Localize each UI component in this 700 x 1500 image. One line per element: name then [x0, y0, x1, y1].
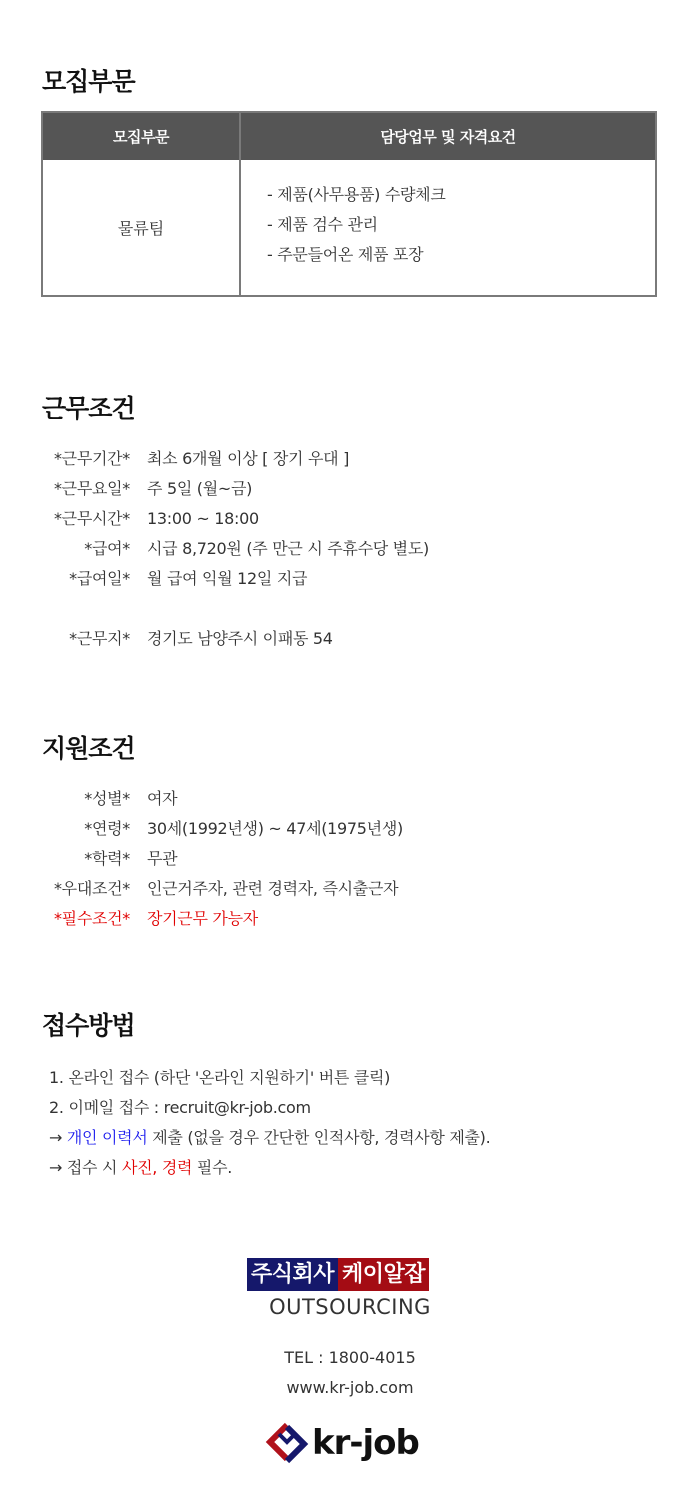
- condition-value: 무관: [147, 849, 178, 868]
- apply-row-required: [0, 904, 700, 934]
- recruit-table: [41, 111, 657, 297]
- logo-wordmark: kr-job: [312, 1423, 419, 1463]
- work-row-days: [0, 474, 700, 504]
- duty-item: - 제품 검수 관리: [267, 215, 378, 234]
- recruit-section-title: 모집부문: [42, 67, 135, 96]
- condition-label: *근무지*: [69, 629, 130, 648]
- phone-number: TEL : 1800-4015: [284, 1348, 416, 1367]
- condition-label: *급여일*: [69, 569, 130, 588]
- condition-value: 주 5일 (월~금): [147, 479, 253, 498]
- condition-value: 경기도 남양주시 이패동 54: [147, 629, 333, 648]
- duty-item: - 제품(사무용품) 수량체크: [267, 185, 446, 204]
- outsourcing-label: OUTSOURCING: [269, 1295, 431, 1319]
- condition-label: *우대조건*: [53, 879, 130, 898]
- table-row: [43, 160, 655, 295]
- photo-career-highlight: 사진, 경력: [121, 1158, 193, 1177]
- website-link[interactable]: www.kr-job.com: [286, 1378, 414, 1397]
- note-suffix: 필수.: [192, 1158, 233, 1177]
- duties-cell: [241, 160, 655, 295]
- duty-item: - 주문들어온 제품 포장: [267, 245, 424, 264]
- department-cell: 물류팀: [43, 160, 241, 295]
- condition-value: 인근거주자, 관련 경력자, 즉시출근자: [147, 879, 399, 898]
- kr-job-logo-icon: [264, 1420, 310, 1466]
- table-header-duties: 담당업무 및 자격요건: [380, 128, 516, 146]
- condition-label: *필수조건*: [53, 909, 130, 928]
- apply-row-age: [0, 814, 700, 844]
- condition-label: *근무기간*: [53, 449, 130, 468]
- apply-row-education: [0, 844, 700, 874]
- apply-conditions-title: 지원조건: [42, 734, 135, 763]
- condition-value: 장기근무 가능자: [147, 909, 258, 928]
- method-resume-note: [49, 1123, 490, 1153]
- condition-value: 최소 6개월 이상 [ 장기 우대 ]: [147, 449, 350, 468]
- apply-method-list: [49, 1063, 490, 1183]
- condition-label: *학력*: [84, 849, 130, 868]
- condition-label: *성별*: [84, 789, 130, 808]
- condition-label: *급여*: [84, 539, 130, 558]
- condition-value: 여자: [147, 789, 178, 808]
- note-prefix: →: [49, 1128, 67, 1147]
- condition-value: 30세(1992년생) ~ 47세(1975년생): [147, 819, 403, 838]
- work-row-period: [0, 444, 700, 474]
- condition-label: *연령*: [84, 819, 130, 838]
- note-prefix: → 접수 시: [49, 1158, 122, 1177]
- work-row-payday: [0, 564, 700, 594]
- company-name-part1: 주식회사: [247, 1258, 338, 1291]
- note-suffix: 제출 (없을 경우 간단한 인적사항, 경력사항 제출).: [147, 1128, 491, 1147]
- work-conditions-list: [0, 444, 700, 654]
- table-header-row: [43, 113, 655, 160]
- condition-value: 13:00 ~ 18:00: [147, 509, 259, 528]
- method-email: 2. 이메일 접수 : recruit@kr-job.com: [49, 1098, 311, 1117]
- apply-row-preferred: [0, 874, 700, 904]
- resume-highlight: 개인 이력서: [66, 1128, 148, 1147]
- kr-job-logo: [264, 1420, 419, 1466]
- method-section-title: 접수방법: [42, 1011, 135, 1040]
- work-section-title: 근무조건: [42, 394, 135, 423]
- condition-value: 시급 8,720원 (주 만근 시 주휴수당 별도): [147, 539, 429, 558]
- apply-conditions-list: [0, 784, 700, 934]
- method-required-note: [49, 1153, 490, 1183]
- condition-label: *근무요일*: [53, 479, 130, 498]
- company-name-part2: 케이알잡: [338, 1258, 429, 1291]
- condition-value: 월 급여 익월 12일 지급: [147, 569, 308, 588]
- work-row-location: [0, 624, 700, 654]
- work-row-hours: [0, 504, 700, 534]
- table-header-department: 모집부문: [43, 113, 241, 160]
- condition-label: *근무시간*: [53, 509, 130, 528]
- work-row-pay: [0, 534, 700, 564]
- method-online: 1. 온라인 접수 (하단 '온라인 지원하기' 버튼 클릭): [49, 1068, 391, 1087]
- company-name-banner: [247, 1258, 429, 1291]
- apply-row-gender: [0, 784, 700, 814]
